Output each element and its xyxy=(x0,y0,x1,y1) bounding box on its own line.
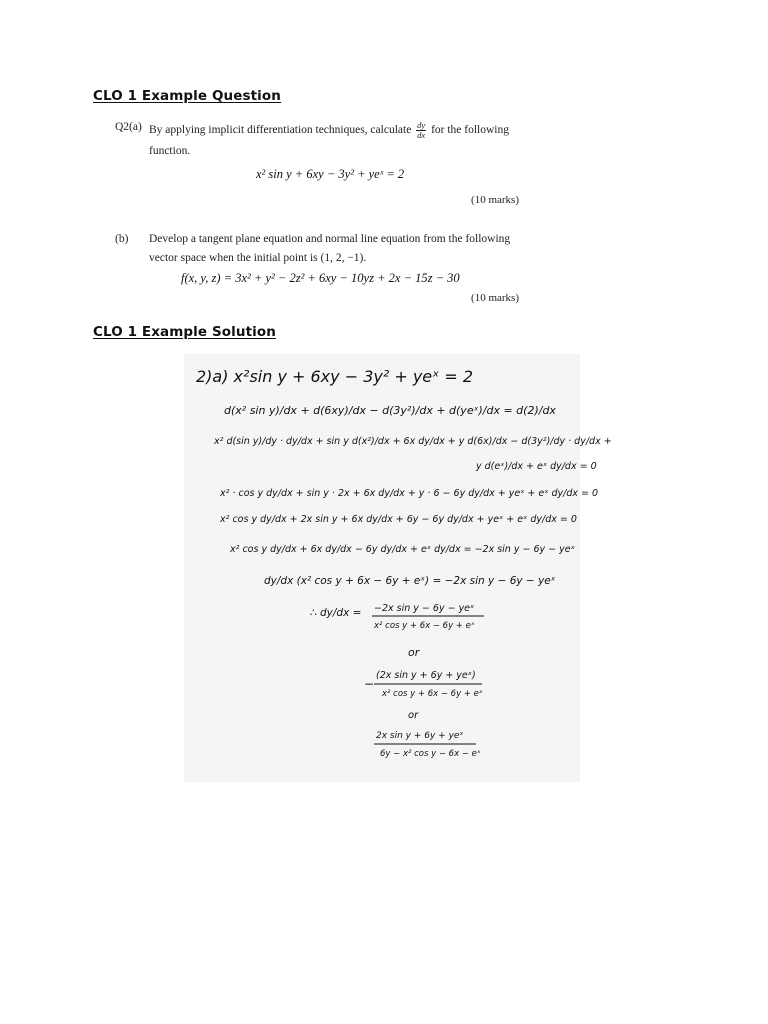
q2b-text-line1: Develop a tangent plane equation and normal line equation from the following xyxy=(149,233,511,245)
solution-fraction-2-denominator: x² cos y + 6x − 6y + eˣ xyxy=(382,689,483,699)
q2a-equation: x² sin y + 6xy − 3y² + yeˣ = 2 xyxy=(256,167,405,181)
solution-fraction-1-denominator: x² cos y + 6x − 6y + eˣ xyxy=(374,621,475,631)
solution-line-6: x² cos y dy/dx + 2x sin y + 6x dy/dx + 6y − 6y dy/dx + yeˣ + eˣ dy/dx = 0 xyxy=(220,514,577,525)
question-heading: CLO 1 Example Question xyxy=(93,88,281,104)
dy-dx-fraction xyxy=(416,121,426,140)
solution-or-1: or xyxy=(408,646,420,659)
solution-fraction-3-numerator: 2x sin y + 6y + yeˣ xyxy=(376,731,464,741)
handwritten-solution-image xyxy=(184,354,612,782)
solution-fraction-2-numerator: (2x sin y + 6y + yeˣ) xyxy=(376,670,476,681)
solution-line-8: dy/dx (x² cos y + 6x − 6y + eˣ) = −2x sin y − 6y − yeˣ xyxy=(264,575,556,587)
solution-line-9: ∴ dy/dx = xyxy=(310,607,362,619)
solution-line-3: x² d(sin y)/dy · dy/dx + sin y d(x²)/dx + 6x dy/dx + y d(6x)/dx − d(3y²)/dy · dy/dx + xyxy=(214,436,612,447)
solution-heading: CLO 1 Example Solution xyxy=(93,324,276,340)
q2a-text-after: for the following xyxy=(431,124,510,137)
solution-or-2: or xyxy=(408,710,419,721)
solution-line-5: x² · cos y dy/dx + sin y · 2x + 6x dy/dx + y · 6 − 6y dy/dx + yeˣ + eˣ dy/dx = 0 xyxy=(220,488,599,499)
fraction-numerator: dy xyxy=(417,120,426,130)
handwritten-solution-svg xyxy=(184,354,612,782)
q2a-text-line2: function. xyxy=(149,145,191,157)
solution-fraction-2-minus: − xyxy=(364,677,375,691)
q2b-marks: (10 marks) xyxy=(471,292,519,304)
q2a-text-line1 xyxy=(149,121,509,140)
fraction-denominator: dx xyxy=(417,130,426,140)
solution-line-1: 2)a) x²sin y + 6xy − 3y² + yeˣ = 2 xyxy=(196,367,473,386)
q2a-label: Q2(a) xyxy=(115,121,142,133)
q2b-equation: f(x, y, z) = 3x² + y² − 2z² + 6xy − 10yz + 2x − 15z − 30 xyxy=(181,271,460,285)
solution-fraction-1-numerator: −2x sin y − 6y − yeˣ xyxy=(374,603,475,614)
q2b-label: (b) xyxy=(115,233,129,245)
solution-line-7: x² cos y dy/dx + 6x dy/dx − 6y dy/dx + eˣ dy/dx = −2x sin y − 6y − yeˣ xyxy=(230,544,575,555)
q2b-text-line2: vector space when the initial point is (1, 2, −1). xyxy=(149,252,367,264)
q2a-marks: (10 marks) xyxy=(471,194,519,206)
solution-line-2: d(x² sin y)/dx + d(6xy)/dx − d(3y²)/dx + d(yeˣ)/dx = d(2)/dx xyxy=(224,404,556,417)
solution-line-4: y d(eˣ)/dx + eˣ dy/dx = 0 xyxy=(476,461,597,472)
solution-fraction-3-denominator: 6y − x² cos y − 6x − eˣ xyxy=(380,749,481,759)
q2a-text-before: By applying implicit differentiation techniques, calculate xyxy=(149,124,412,137)
